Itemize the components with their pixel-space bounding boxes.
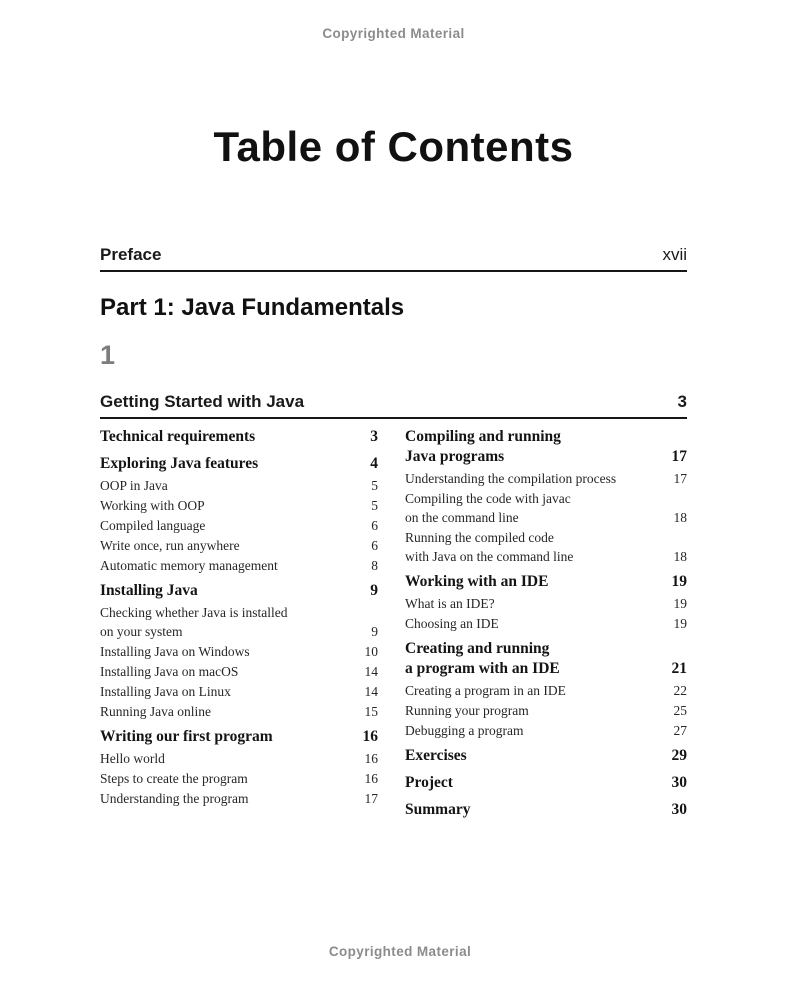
toc-entry-title: Running your program [405,703,529,718]
toc-entry-title: What is an IDE? [405,596,495,611]
toc-entry-title: Running Java online [100,704,211,719]
chapter-title-row [100,392,687,419]
toc-section-entry [100,727,378,747]
toc-entry-page-number: 21 [671,660,687,677]
toc-entry-title: Working with OOP [100,498,205,513]
toc-entry-title: Steps to create the program [100,771,248,786]
toc-entry-title: Compiled language [100,518,206,533]
toc-entry-page-number: 18 [673,549,687,564]
toc-entry-page-number: 27 [673,723,687,738]
toc-entry-page-number: 6 [371,518,378,533]
toc-sub-entry [405,701,687,720]
toc-entry-page-number: 5 [371,498,378,513]
toc-column-left [100,427,378,822]
page-title: Table of Contents [213,123,574,170]
copyright-bottom-label: Copyrighted Material [328,944,472,959]
toc-section-entry [405,427,687,467]
part-title: Part 1: Java Fundamentals [100,294,405,321]
toc-entry-page-number: 4 [370,455,378,472]
toc-entry-page-number: 18 [673,510,687,525]
toc-entry-title: Understanding the compilation process [405,471,617,486]
toc-sub-entry [405,469,687,488]
toc-entry-title: Installing Java [100,582,198,599]
toc-sub-entry [100,536,378,555]
copyright-top-label: Copyrighted Material [322,26,465,41]
toc-entry-title: Installing Java on Linux [100,684,231,699]
toc-entry-title: Compiling the code with javac on the command line [405,491,571,525]
toc-entry-page-number: 3 [370,428,378,445]
preface-page-number: xvii [662,245,687,264]
toc-entry-page-number: 19 [673,616,687,631]
toc-sub-entry [100,642,378,661]
toc-section-entry [405,639,687,679]
toc-entry-title: Creating a program in an IDE [405,683,566,698]
toc-sub-entry [100,769,378,788]
toc-section-entry [405,746,687,766]
toc-sub-entry [405,614,687,633]
toc-entry-page-number: 6 [371,538,378,553]
toc-section-entry [100,581,378,601]
toc-entry-page-number: 5 [371,478,378,493]
toc-section-entry [100,427,378,447]
toc-entry-title: Installing Java on macOS [100,664,239,679]
toc-entry-page-number: 14 [364,684,378,699]
toc-sub-entry [100,496,378,515]
toc-entry-page-number: 17 [364,791,378,806]
toc-sub-entry [405,489,687,527]
preface-row [100,245,687,272]
toc-entry-page-number: 9 [371,624,378,639]
toc-sub-entry [405,594,687,613]
toc-entry-page-number: 30 [671,774,687,791]
toc-entry-page-number: 14 [364,664,378,679]
toc-sub-entry [100,749,378,768]
chapter-title: Getting Started with Java [100,392,305,411]
toc-entry-title: Creating and running a program with an IDE [405,640,560,677]
toc-section-entry [100,454,378,474]
toc-entry-page-number: 8 [371,558,378,573]
toc-entry-page-number: 29 [671,747,687,764]
toc-entry-page-number: 30 [671,801,687,818]
toc-entry-title: Exploring Java features [100,455,259,472]
toc-entry-title: Installing Java on Windows [100,644,250,659]
toc-entry-page-number: 16 [364,751,378,766]
toc-sub-entry [100,476,378,495]
toc-sub-entry [405,528,687,566]
toc-sub-entry [100,702,378,721]
toc-entry-title: Technical requirements [100,428,256,445]
toc-entry-title: Write once, run anywhere [100,538,240,553]
toc-entry-title: Exercises [405,747,467,764]
toc-entry-title: Summary [405,801,471,818]
toc-columns [100,427,687,822]
toc-entry-page-number: 19 [673,596,687,611]
toc-section-entry [405,773,687,793]
toc-entry-title: Understanding the program [100,791,249,806]
toc-entry-title: Checking whether Java is installed on your system [100,605,288,639]
toc-sub-entry [100,662,378,681]
toc-entry-title: OOP in Java [100,478,168,493]
toc-entry-page-number: 17 [671,448,687,465]
toc-entry-title: Working with an IDE [405,573,549,590]
toc-section-entry [405,572,687,592]
toc-sub-entry [100,789,378,808]
toc-sub-entry [100,603,378,641]
toc-sub-entry [405,681,687,700]
toc-section-entry [405,800,687,820]
toc-entry-title: Writing our first program [100,728,273,745]
toc-entry-title: Project [405,774,453,791]
preface-label: Preface [100,245,162,264]
toc-entry-page-number: 17 [673,471,687,486]
toc-sub-entry [100,516,378,535]
toc-column-right [405,427,687,822]
toc-entry-page-number: 25 [673,703,687,718]
toc-entry-title: Choosing an IDE [405,616,499,631]
toc-sub-entry [100,682,378,701]
toc-entry-page-number: 22 [673,683,687,698]
toc-entry-page-number: 16 [362,728,378,745]
toc-sub-entry [405,721,687,740]
toc-entry-page-number: 10 [364,644,378,659]
toc-entry-page-number: 16 [364,771,378,786]
toc-entry-page-number: 19 [671,573,687,590]
toc-entry-page-number: 9 [370,582,378,599]
chapter-page-number: 3 [677,392,687,411]
toc-entry-title: Running the compiled code with Java on the command line [405,530,574,564]
toc-entry-title: Compiling and running Java programs [405,428,561,465]
toc-sub-entry [100,556,378,575]
toc-entry-page-number: 15 [364,704,378,719]
toc-entry-title: Automatic memory management [100,558,278,573]
toc-entry-title: Debugging a program [405,723,524,738]
chapter-number: 1 [100,340,116,370]
toc-entry-title: Hello world [100,751,165,766]
